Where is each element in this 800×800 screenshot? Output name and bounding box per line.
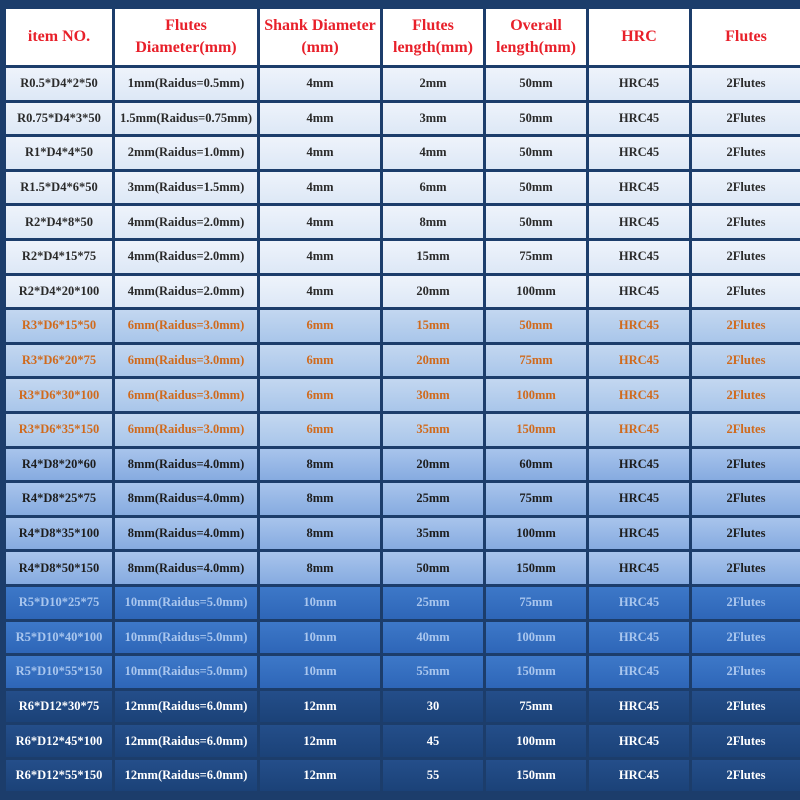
cell-overall-length: 50mm <box>486 310 586 342</box>
cell-item-no: R4*D8*35*100 <box>6 518 112 550</box>
cell-shank-diameter: 12mm <box>260 760 380 792</box>
cell-hrc: HRC45 <box>589 518 689 550</box>
cell-shank-diameter: 4mm <box>260 206 380 238</box>
cell-flutes: 2Flutes <box>692 622 800 654</box>
cell-flutes-length: 3mm <box>383 103 483 135</box>
cell-shank-diameter: 6mm <box>260 310 380 342</box>
cell-flutes: 2Flutes <box>692 172 800 204</box>
cell-flutes: 2Flutes <box>692 414 800 446</box>
cell-flutes-diameter: 8mm(Raidus=4.0mm) <box>115 483 257 515</box>
cell-overall-length: 50mm <box>486 206 586 238</box>
table-row <box>6 449 800 481</box>
cell-item-no: R3*D6*15*50 <box>6 310 112 342</box>
header-shank-diameter: Shank Diameter (mm) <box>260 9 380 65</box>
table-row <box>6 379 800 411</box>
cell-overall-length: 100mm <box>486 622 586 654</box>
cell-hrc: HRC45 <box>589 691 689 723</box>
cell-flutes-diameter: 1mm(Raidus=0.5mm) <box>115 68 257 100</box>
cell-flutes-diameter: 4mm(Raidus=2.0mm) <box>115 241 257 273</box>
cell-flutes-length: 15mm <box>383 241 483 273</box>
cell-overall-length: 100mm <box>486 276 586 308</box>
cell-hrc: HRC45 <box>589 276 689 308</box>
cell-item-no: R0.5*D4*2*50 <box>6 68 112 100</box>
cell-shank-diameter: 6mm <box>260 379 380 411</box>
cell-overall-length: 50mm <box>486 172 586 204</box>
cell-flutes-length: 40mm <box>383 622 483 654</box>
cell-hrc: HRC45 <box>589 552 689 584</box>
cell-flutes: 2Flutes <box>692 310 800 342</box>
cell-flutes-diameter: 6mm(Raidus=3.0mm) <box>115 414 257 446</box>
cell-item-no: R3*D6*30*100 <box>6 379 112 411</box>
cell-flutes-diameter: 8mm(Raidus=4.0mm) <box>115 552 257 584</box>
cell-flutes: 2Flutes <box>692 691 800 723</box>
table-row <box>6 241 800 273</box>
cell-overall-length: 75mm <box>486 483 586 515</box>
cell-flutes-diameter: 6mm(Raidus=3.0mm) <box>115 345 257 377</box>
cell-item-no: R5*D10*25*75 <box>6 587 112 619</box>
cell-item-no: R3*D6*20*75 <box>6 345 112 377</box>
table-row <box>6 137 800 169</box>
table-row <box>6 587 800 619</box>
cell-flutes-length: 55 <box>383 760 483 792</box>
cell-flutes-diameter: 1.5mm(Raidus=0.75mm) <box>115 103 257 135</box>
cell-flutes: 2Flutes <box>692 241 800 273</box>
cell-hrc: HRC45 <box>589 206 689 238</box>
table-row <box>6 276 800 308</box>
cell-overall-length: 100mm <box>486 379 586 411</box>
cell-flutes-diameter: 10mm(Raidus=5.0mm) <box>115 656 257 688</box>
cell-shank-diameter: 4mm <box>260 276 380 308</box>
cell-shank-diameter: 4mm <box>260 241 380 273</box>
cell-item-no: R6*D12*55*150 <box>6 760 112 792</box>
cell-hrc: HRC45 <box>589 483 689 515</box>
cell-overall-length: 150mm <box>486 414 586 446</box>
cell-flutes: 2Flutes <box>692 449 800 481</box>
cell-flutes-length: 4mm <box>383 137 483 169</box>
cell-shank-diameter: 8mm <box>260 483 380 515</box>
cell-hrc: HRC45 <box>589 68 689 100</box>
cell-flutes-length: 15mm <box>383 310 483 342</box>
table-row <box>6 691 800 723</box>
cell-overall-length: 150mm <box>486 552 586 584</box>
cell-overall-length: 75mm <box>486 345 586 377</box>
table-row <box>6 206 800 238</box>
table-row <box>6 552 800 584</box>
table-row <box>6 656 800 688</box>
cell-overall-length: 150mm <box>486 760 586 792</box>
cell-flutes-length: 6mm <box>383 172 483 204</box>
cell-flutes-length: 35mm <box>383 414 483 446</box>
cell-flutes: 2Flutes <box>692 345 800 377</box>
cell-shank-diameter: 4mm <box>260 137 380 169</box>
cell-flutes-length: 2mm <box>383 68 483 100</box>
cell-flutes-length: 20mm <box>383 449 483 481</box>
cell-flutes: 2Flutes <box>692 137 800 169</box>
cell-hrc: HRC45 <box>589 587 689 619</box>
cell-item-no: R1.5*D4*6*50 <box>6 172 112 204</box>
table-row <box>6 483 800 515</box>
cell-flutes: 2Flutes <box>692 103 800 135</box>
cell-flutes-diameter: 12mm(Raidus=6.0mm) <box>115 691 257 723</box>
cell-overall-length: 50mm <box>486 137 586 169</box>
cell-item-no: R1*D4*4*50 <box>6 137 112 169</box>
cell-flutes-diameter: 4mm(Raidus=2.0mm) <box>115 206 257 238</box>
cell-flutes: 2Flutes <box>692 379 800 411</box>
cell-hrc: HRC45 <box>589 379 689 411</box>
cell-hrc: HRC45 <box>589 622 689 654</box>
cell-flutes-diameter: 6mm(Raidus=3.0mm) <box>115 310 257 342</box>
cell-flutes-diameter: 6mm(Raidus=3.0mm) <box>115 379 257 411</box>
cell-hrc: HRC45 <box>589 725 689 757</box>
cell-hrc: HRC45 <box>589 172 689 204</box>
cell-flutes-diameter: 3mm(Raidus=1.5mm) <box>115 172 257 204</box>
cell-shank-diameter: 10mm <box>260 656 380 688</box>
cell-hrc: HRC45 <box>589 310 689 342</box>
cell-item-no: R5*D10*40*100 <box>6 622 112 654</box>
table-row <box>6 172 800 204</box>
table-row <box>6 68 800 100</box>
cell-flutes: 2Flutes <box>692 276 800 308</box>
cell-hrc: HRC45 <box>589 103 689 135</box>
cell-shank-diameter: 6mm <box>260 414 380 446</box>
cell-flutes: 2Flutes <box>692 760 800 792</box>
cell-flutes-length: 55mm <box>383 656 483 688</box>
cell-item-no: R6*D12*45*100 <box>6 725 112 757</box>
cell-overall-length: 100mm <box>486 518 586 550</box>
cell-item-no: R5*D10*55*150 <box>6 656 112 688</box>
table-row <box>6 760 800 792</box>
header-item-no: item NO. <box>6 9 112 65</box>
table-body <box>6 68 800 791</box>
cell-shank-diameter: 10mm <box>260 622 380 654</box>
cell-shank-diameter: 8mm <box>260 449 380 481</box>
cell-flutes-diameter: 12mm(Raidus=6.0mm) <box>115 760 257 792</box>
cell-hrc: HRC45 <box>589 241 689 273</box>
cell-item-no: R2*D4*8*50 <box>6 206 112 238</box>
cell-shank-diameter: 6mm <box>260 345 380 377</box>
header-overall-length: Overall length(mm) <box>486 9 586 65</box>
cell-flutes-length: 25mm <box>383 483 483 515</box>
cell-flutes: 2Flutes <box>692 552 800 584</box>
cell-flutes-diameter: 2mm(Raidus=1.0mm) <box>115 137 257 169</box>
table-row <box>6 518 800 550</box>
cell-shank-diameter: 8mm <box>260 552 380 584</box>
cell-flutes-diameter: 10mm(Raidus=5.0mm) <box>115 587 257 619</box>
table-row <box>6 622 800 654</box>
cell-hrc: HRC45 <box>589 414 689 446</box>
cell-overall-length: 60mm <box>486 449 586 481</box>
cell-flutes-length: 20mm <box>383 345 483 377</box>
cell-flutes-length: 20mm <box>383 276 483 308</box>
cell-flutes-diameter: 8mm(Raidus=4.0mm) <box>115 518 257 550</box>
table-row <box>6 345 800 377</box>
cell-hrc: HRC45 <box>589 656 689 688</box>
cell-shank-diameter: 12mm <box>260 691 380 723</box>
header-flutes-length: Flutes length(mm) <box>383 9 483 65</box>
cell-overall-length: 75mm <box>486 241 586 273</box>
cell-shank-diameter: 8mm <box>260 518 380 550</box>
cell-overall-length: 100mm <box>486 725 586 757</box>
cell-hrc: HRC45 <box>589 137 689 169</box>
cell-shank-diameter: 4mm <box>260 103 380 135</box>
table-row <box>6 414 800 446</box>
cell-overall-length: 50mm <box>486 103 586 135</box>
cell-flutes-length: 25mm <box>383 587 483 619</box>
header-flutes: Flutes <box>692 9 800 65</box>
cell-flutes-diameter: 10mm(Raidus=5.0mm) <box>115 622 257 654</box>
cell-item-no: R2*D4*20*100 <box>6 276 112 308</box>
cell-item-no: R3*D6*35*150 <box>6 414 112 446</box>
cell-overall-length: 150mm <box>486 656 586 688</box>
cell-item-no: R2*D4*15*75 <box>6 241 112 273</box>
cell-flutes: 2Flutes <box>692 483 800 515</box>
cell-flutes: 2Flutes <box>692 656 800 688</box>
cell-item-no: R6*D12*30*75 <box>6 691 112 723</box>
cell-shank-diameter: 12mm <box>260 725 380 757</box>
cell-overall-length: 50mm <box>486 68 586 100</box>
cell-flutes-diameter: 4mm(Raidus=2.0mm) <box>115 276 257 308</box>
cell-flutes-length: 8mm <box>383 206 483 238</box>
cell-hrc: HRC45 <box>589 760 689 792</box>
cell-hrc: HRC45 <box>589 449 689 481</box>
table-row <box>6 103 800 135</box>
cell-overall-length: 75mm <box>486 691 586 723</box>
cell-flutes: 2Flutes <box>692 518 800 550</box>
cell-flutes-diameter: 8mm(Raidus=4.0mm) <box>115 449 257 481</box>
header-hrc: HRC <box>589 9 689 65</box>
cell-item-no: R4*D8*20*60 <box>6 449 112 481</box>
cell-overall-length: 75mm <box>486 587 586 619</box>
cell-flutes-length: 30mm <box>383 379 483 411</box>
cell-flutes: 2Flutes <box>692 725 800 757</box>
cell-flutes: 2Flutes <box>692 587 800 619</box>
cell-flutes-length: 45 <box>383 725 483 757</box>
cell-flutes-length: 50mm <box>383 552 483 584</box>
table-row <box>6 725 800 757</box>
cell-shank-diameter: 10mm <box>260 587 380 619</box>
header-flutes-diameter: Flutes Diameter(mm) <box>115 9 257 65</box>
cell-flutes-length: 35mm <box>383 518 483 550</box>
spec-table <box>3 6 800 794</box>
cell-item-no: R0.75*D4*3*50 <box>6 103 112 135</box>
table-row <box>6 310 800 342</box>
cell-item-no: R4*D8*25*75 <box>6 483 112 515</box>
header-row <box>6 9 800 65</box>
cell-flutes: 2Flutes <box>692 68 800 100</box>
cell-shank-diameter: 4mm <box>260 172 380 204</box>
cell-item-no: R4*D8*50*150 <box>6 552 112 584</box>
cell-flutes-length: 30 <box>383 691 483 723</box>
cell-shank-diameter: 4mm <box>260 68 380 100</box>
cell-flutes-diameter: 12mm(Raidus=6.0mm) <box>115 725 257 757</box>
cell-flutes: 2Flutes <box>692 206 800 238</box>
cell-hrc: HRC45 <box>589 345 689 377</box>
